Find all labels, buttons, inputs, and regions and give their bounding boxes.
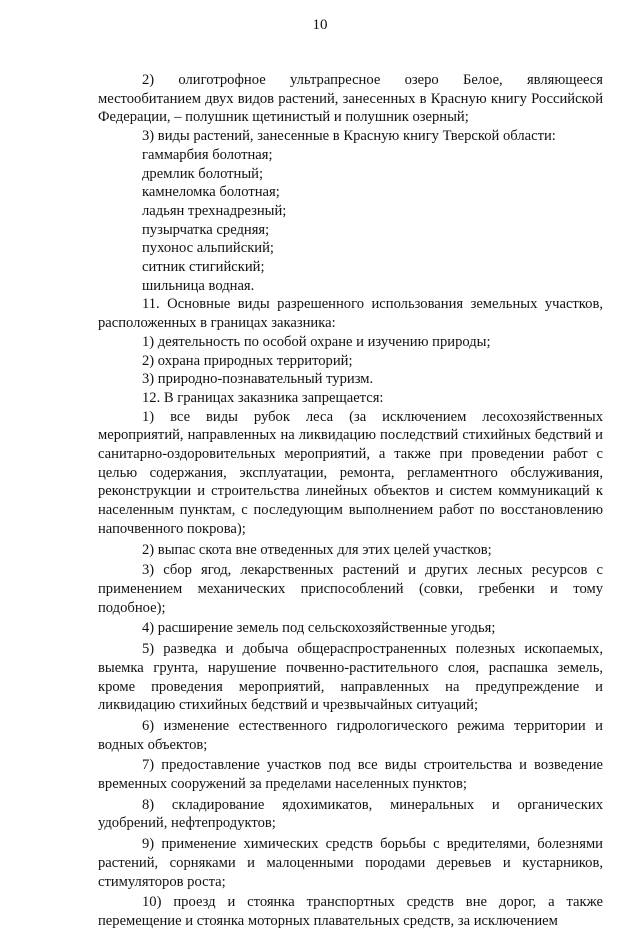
section-12-item: 4) расширение земель под сельскохозяйственные угодья; <box>142 620 496 637</box>
plant-item: дремлик болотный; <box>142 165 264 182</box>
plant-item: камнеломка болотная; <box>142 184 280 201</box>
section-12-item: 1) все виды рубок леса (за исключением лесохозяйственных мероприятий, направленных на ликвидацию последствий стихийных бедствий и санитарно-оздоровительных мероприятий, а также при проведении работ с целью содержания, эксплуатации, ремонта, регламентного обслуживания, реконструкции и строительства линейных объектов и систем коммуникаций к населенным пунктам, с последующим выполнением работ по восстановлению напочвенного покрова); <box>98 408 603 537</box>
section-11-heading: 11. Основные виды разрешенного использования земельных участков, расположенных в границах заказника: <box>98 296 603 332</box>
plant-item: ситник стигийский; <box>142 259 265 276</box>
paragraph-tver-red-book-intro: 3) виды растений, занесенные в Красную книгу Тверской области: <box>142 128 556 145</box>
plant-item: ладьян трехнадрезный; <box>142 202 287 219</box>
section-12-item: 9) применение химических средств борьбы с вредителями, болезнями растений, сорняками и малоценными породами деревьев и кустарников, стимуляторов роста; <box>98 836 603 890</box>
section-12-heading: 12. В границах заказника запрещается: <box>142 389 384 406</box>
section-12-item: 5) разведка и добыча общераспространенных полезных ископаемых, выемка грунта, нарушение почвенно-растительного слоя, распашка земель, кроме проведения мероприятий, направленных на предупреждение и ликвидацию стихийных бедствий и чрезвычайных ситуаций; <box>98 641 603 714</box>
section-12-item: 8) складирование ядохимикатов, минеральных и органических удобрений, нефтепродуктов; <box>98 796 603 832</box>
paragraph-lake-beloe: 2) олиготрофное ультрапресное озеро Белое, являющееся местообитанием двух видов растений, занесенных в Красную книгу Российской Федерации, – полушник щетинистый и полушник озерный; <box>98 72 603 126</box>
section-11-item: 1) деятельность по особой охране и изучению природы; <box>142 333 491 350</box>
page-number: 10 <box>312 17 328 33</box>
section-12-item: 6) изменение естественного гидрологического режима территории и водных объектов; <box>98 717 603 753</box>
section-11-item: 3) природно-познавательный туризм. <box>142 371 374 388</box>
section-11-item: 2) охрана природных территорий; <box>142 352 353 369</box>
section-12-item: 10) проезд и стоянка транспортных средств вне дорог, а также перемещение и стоянка моторных плавательных средств, за исключением <box>98 894 603 929</box>
plant-item: пухонос альпийский; <box>142 240 274 257</box>
plant-item: пузырчатка средняя; <box>142 221 270 238</box>
document-body <box>98 71 603 931</box>
section-12-item: 2) выпас скота вне отведенных для этих целей участков; <box>142 541 492 558</box>
plant-list <box>98 146 603 296</box>
section-12-item: 3) сбор ягод, лекарственных растений и других лесных ресурсов с применением механических приспособлений (совки, гребенки и тому подобное); <box>98 562 603 616</box>
plant-item: шильница водная. <box>142 277 255 294</box>
plant-item: гаммарбия болотная; <box>142 146 273 163</box>
section-12-item: 7) предоставление участков под все виды строительства и возведение временных сооружений за пределами населенных пунктов; <box>98 757 603 793</box>
